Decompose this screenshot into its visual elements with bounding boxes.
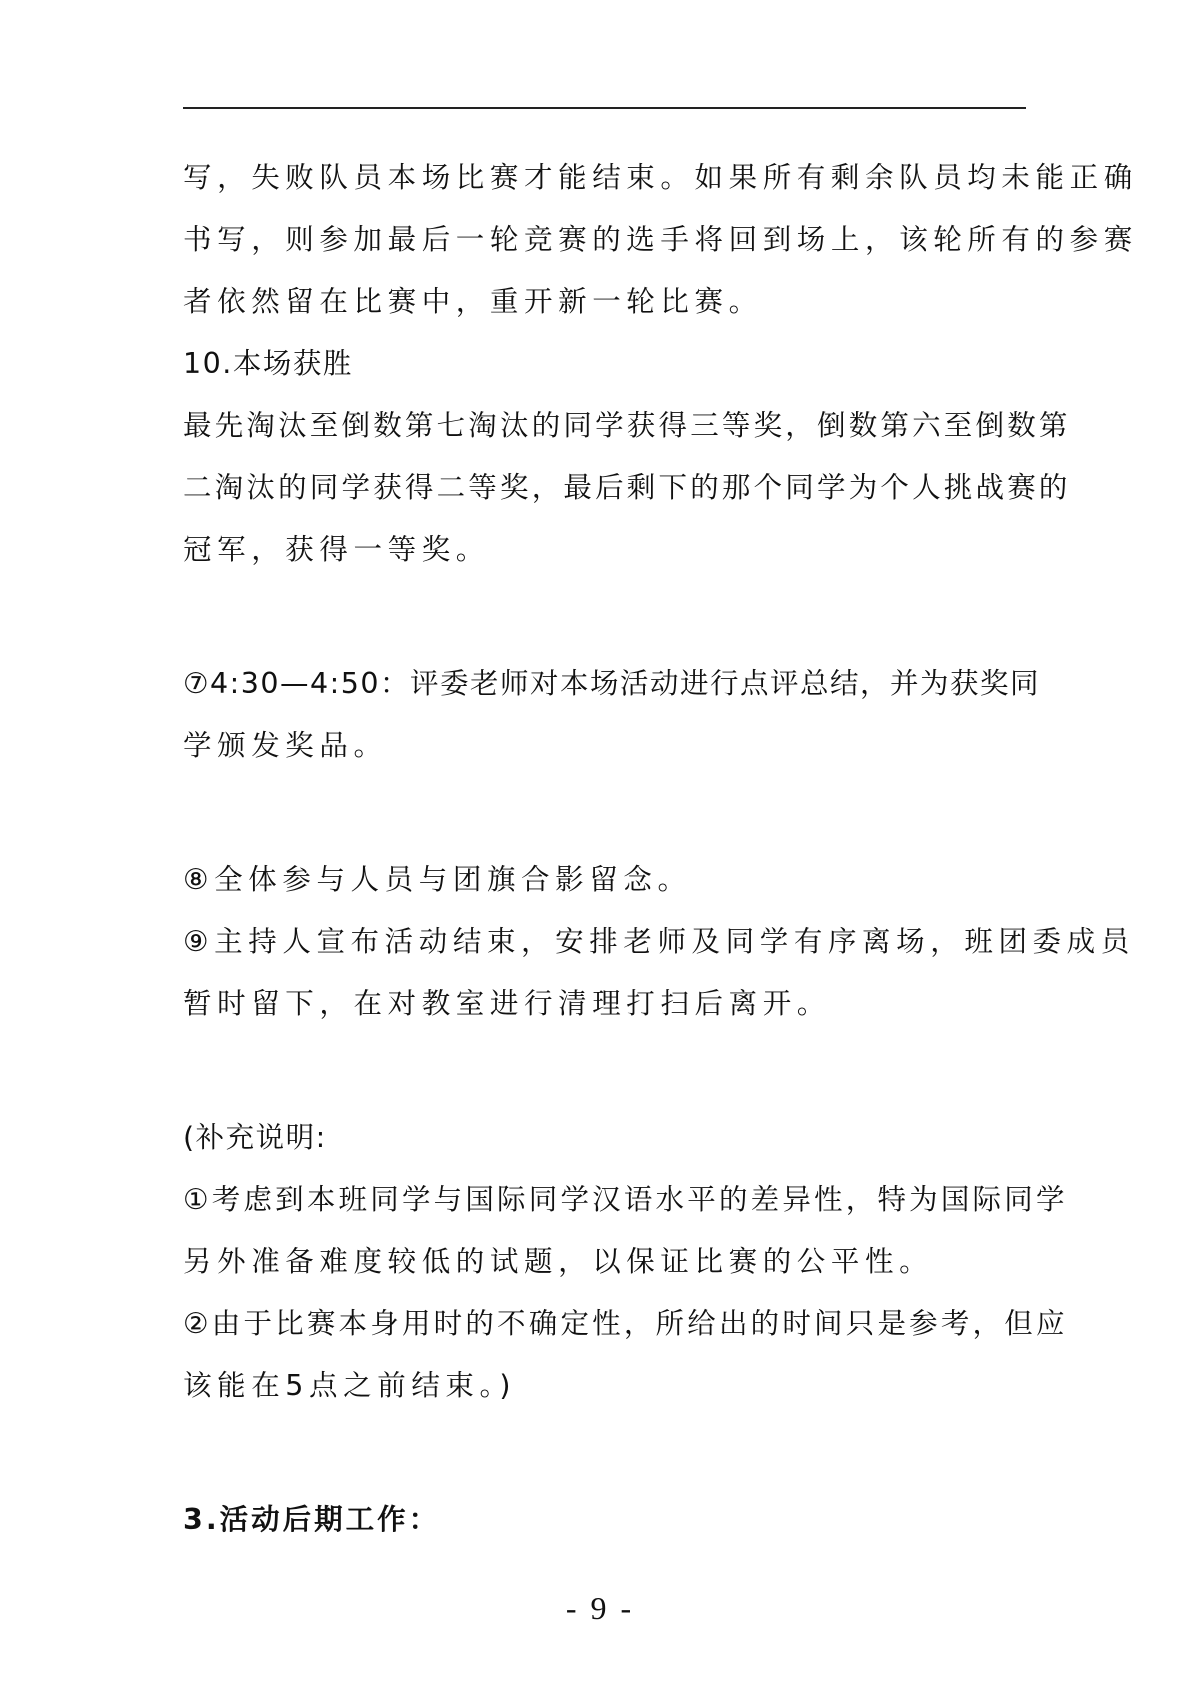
body-text-line: 者依然留在比赛中，重开新一轮比赛。	[183, 285, 763, 318]
body-text-line: 冠军，获得一等奖。	[183, 533, 490, 566]
section-heading: 10.本场获胜	[183, 347, 353, 380]
body-text-line: 另外准备难度较低的试题，以保证比赛的公平性。	[183, 1245, 934, 1278]
body-text-line: 该能在5点之前结束。)	[183, 1369, 517, 1402]
schedule-item: ⑨主持人宣布活动结束，安排老师及同学有序离场，班团委成员	[183, 925, 1135, 958]
note-heading: (补充说明:	[183, 1121, 327, 1154]
note-item: ①考虑到本班同学与国际同学汉语水平的差异性，特为国际同学	[183, 1183, 1068, 1216]
section-heading: 3.活动后期工作：	[183, 1503, 441, 1536]
header-rule	[183, 107, 1026, 109]
body-text-line: 二淘汰的同学获得二等奖，最后剩下的那个同学为个人挑战赛的	[183, 471, 1071, 504]
page-number: - 9 -	[565, 1590, 635, 1626]
schedule-item: ⑦4:30—4:50：评委老师对本场活动进行点评总结，并为获奖同	[183, 667, 1041, 700]
body-text-line: 暂时留下，在对教室进行清理打扫后离开。	[183, 987, 831, 1020]
body-text-line: 写，失败队员本场比赛才能结束。如果所有剩余队员均未能正确	[183, 161, 1138, 194]
schedule-item: ⑧全体参与人员与团旗合影留念。	[183, 863, 692, 896]
body-text-line: 书写，则参加最后一轮竞赛的选手将回到场上，该轮所有的参赛	[183, 223, 1138, 256]
note-item: ②由于比赛本身用时的不确定性，所给出的时间只是参考，但应	[183, 1307, 1068, 1340]
body-text-line: 最先淘汰至倒数第七淘汰的同学获得三等奖，倒数第六至倒数第	[183, 409, 1071, 442]
body-text-line: 学颁发奖品。	[183, 729, 388, 762]
